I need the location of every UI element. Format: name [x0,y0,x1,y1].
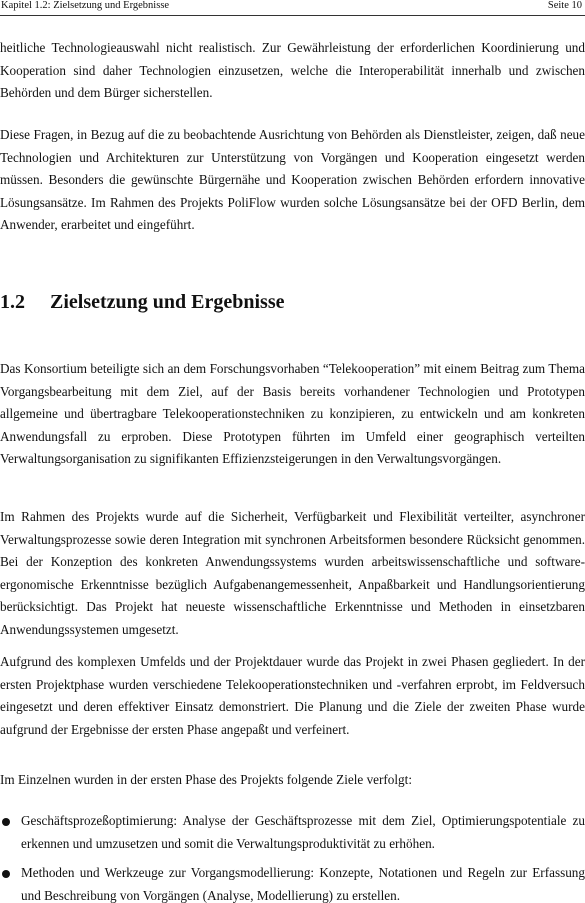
paragraph [0,651,585,741]
paragraph-text: Im Rahmen des Projekts wurde auf die Sicherheit, Verfügbarkeit und Flexibilität verteilter, asynchroner Verwaltungsprozesse sowie deren Integration mit synchronen Arbeitsformen besondere Rücksicht genommen. Bei der Konzeption des konkreten Anwendungssystems wurden arbeitswissenschaftliche und software-ergonomische Erkenntnisse bezüglich Aufgabenangemessenheit, Anpaßbarkeit und Handlungsorientierung berücksichtigt. Das Projekt hat neueste wissenschaftliche Erkenntnisse und Methoden in einsetzbaren Anwendungssystemen umgesetzt. [0,509,585,637]
header-page-number: Seite 10 [547,0,582,11]
paragraph [0,37,585,105]
section-number: 1.2 [0,291,25,313]
paragraph-text: Das Konsortium beteiligte sich an dem Forschungsvorhaben “Telekooperation” mit einem Beitrag zum Thema Vorgangsbearbeitung mit dem Ziel, auf der Basis bereits vorhandener Technologien und Prototypen allgemeine und übertragbare Telekooperationstechniken zu konzipieren, zu entwickeln und am konkreten Anwendungsfall zu erproben. Diese Prototypen führten im Umfeld einer geographisch verteilten Verwaltungsorganisation zu signifikanten Effizienzsteigerungen in den Verwaltungsvorgängen. [0,361,585,466]
header-rule [0,15,585,16]
paragraph-text: Im Einzelnen wurden in der ersten Phase des Projekts folgende Ziele verfolgt: [0,772,412,787]
list-item [0,810,585,855]
bullet-icon [2,870,10,878]
section-heading [0,288,585,316]
section-title: Zielsetzung und Ergebnisse [50,291,285,313]
list-item-text: Geschäftsprozeßoptimierung: Analyse der Geschäftsprozesse mit dem Ziel, Optimierungspotentiale zu erkennen und umzusetzen und somit die Verwaltungsproduktivität zu erhöhen. [21,813,585,851]
paragraph [0,358,585,471]
list-item [0,862,585,903]
bullet-icon [2,818,10,826]
running-header [0,0,585,14]
paragraph-text: heitliche Technologieauswahl nicht realistisch. Zur Gewährleistung der erforderlichen Koordinierung und Kooperation sind daher Technologien einzusetzen, welche die Interoperabilität innerhalb und zwischen Behörden und dem Bürger sicherstellen. [0,40,585,100]
paragraph [0,506,585,641]
header-chapter-title: Kapitel 1.2: Zielsetzung und Ergebnisse [1,0,170,11]
paragraph-text: Diese Fragen, in Bezug auf die zu beobachtende Ausrichtung von Behörden als Dienstleister, zeigen, daß neue Technologien und Architekturen zur Unterstützung von Vorgängen und Kooperation eingesetzt werden müssen. Besonders die gewünschte Bürgernähe und Kooperation zwischen Behörden erfordern innovative Lösungsansätze. Im Rahmen des Projekts PoliFlow wurden solche Lösungsansätze bei der OFD Berlin, dem Anwender, erarbeitet und eingeführt. [0,127,585,232]
paragraph [0,769,585,792]
list-item-text: Methoden und Werkzeuge zur Vorgangsmodellierung: Konzepte, Notationen und Regeln zur Erfassung und Beschreibung von Vorgängen (Analyse, Modellierung) zu erstellen. [21,865,585,903]
paragraph [0,124,585,237]
paragraph-text: Aufgrund des komplexen Umfelds und der Projektdauer wurde das Projekt in zwei Phasen gegliedert. In der ersten Projektphase wurden verschiedene Telekooperationstechniken und -verfahren erprobt, im Feldversuch eingesetzt und deren effektiver Einsatz demonstriert. Die Planung und die Ziele der zweiten Phase wurde aufgrund der Ergebnisse der ersten Phase angepaßt und verfeinert. [0,654,585,737]
goals-list [0,810,585,903]
